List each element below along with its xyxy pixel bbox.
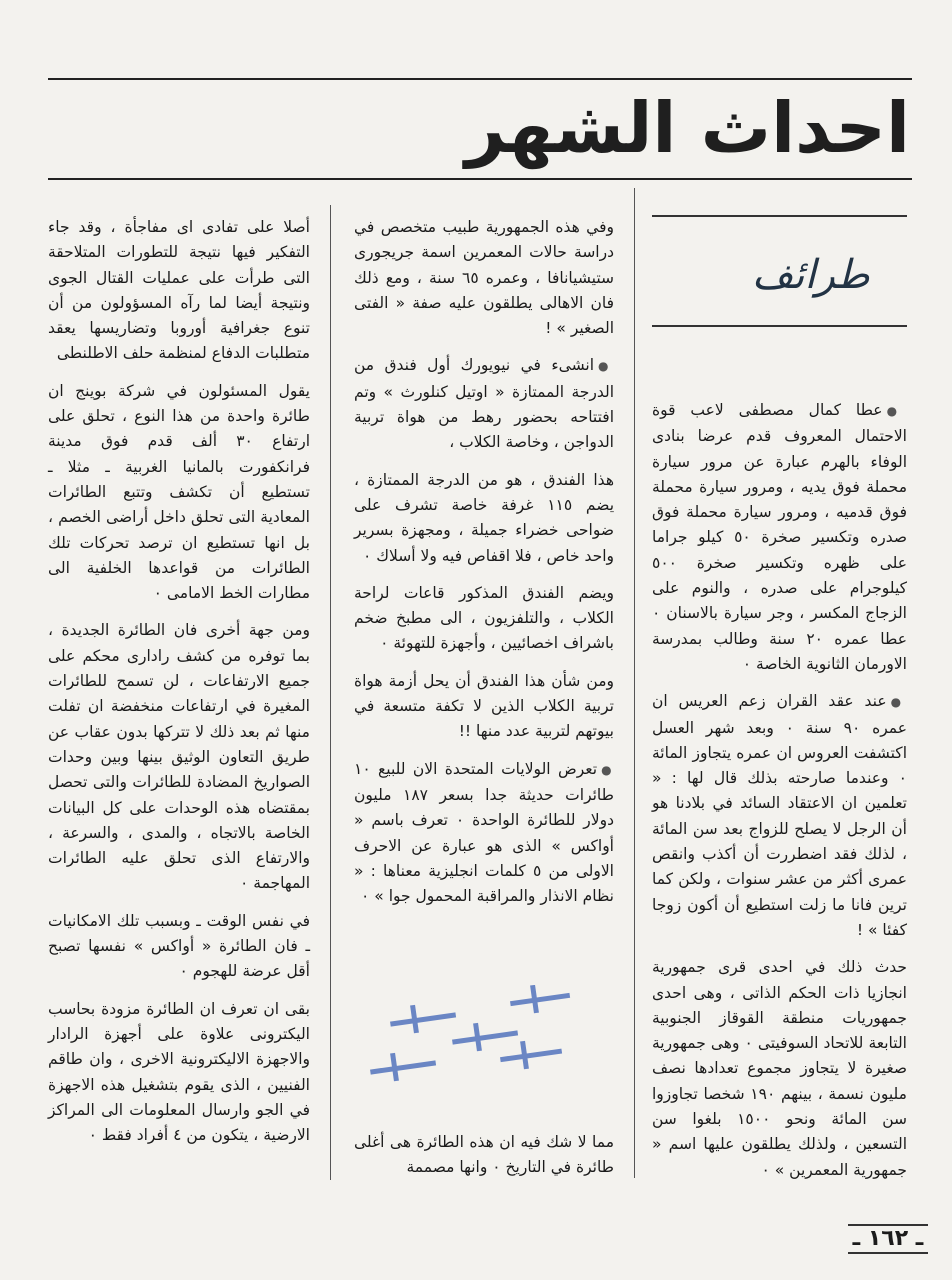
paragraph: مما لا شك فيه ان هذه الطائرة هى أغلى طائرة في التاريخ ٠ وانها مصممة bbox=[354, 1133, 614, 1177]
bullet-icon: ● bbox=[598, 359, 614, 374]
paragraph-text: عند عقد القران زعم العريس ان عمره ٩٠ سنة ٠ وبعد شهر العسل اكتشفت العروس ان عمره يتجاوز المائة ٠ وعندما صارحته بذلك قال لها : « تعلمين ان الاعتقاد السائد في بلادنا هو أن الرجل لا يصلح للزواج بعد سن المائة ، لذلك فقد اضطررت أن أكذب وانقص عمرى أكثر من عشر سنوات ، ولكن كما ترين فانا ما زلت استطيع أن أكون زوجا كفئا » ! bbox=[652, 692, 907, 939]
bullet-icon: ● bbox=[890, 695, 907, 710]
paragraph: وفي هذه الجمهورية طبيب متخصص في دراسة حالات المعمرين اسمة جريجورى ستيشيانافا ، وعمره ٦٥ سنة ، ومع ذلك فان الاهالى يطلقون عليه صفة « الفتى الصغير » ! bbox=[354, 218, 614, 338]
box-title-frame bbox=[652, 215, 907, 327]
paragraph-text: تعرض الولايات المتحدة الان للبيع ١٠ طائرات حديثة جدا بسعر ١٨٧ مليون دولار للطائرة الواحدة ٠ تعرف باسم « أواكس » الذى هو عبارة عن الاحرف الاولى من ٥ كلمات انجليزية معناها : « نظام الانذار والمراقبة المحمول جوا » ٠ bbox=[354, 759, 615, 906]
middle-column bbox=[354, 215, 614, 921]
aircraft-formation-illustration bbox=[360, 985, 590, 1085]
paragraph: حدث ذلك في احدى قرى جمهورية انجازيا ذات الحكم الذاتى ، وهى احدى جمهوريات منطقة القوقاز الجنوبية التابعة للاتحاد السوفيتى ٠ وهى جمهورية صغيرة لا يتجاوز مجموع تعدادها نصف مليون نسمة ، بينهم ١٩٠ شخصا تجاوزوا سن المائة ونحو ١٥٠٠ بلغوا سن التسعين ، ولذلك يطلقون عليها اسم « جمهورية المعمرين » ٠ bbox=[652, 958, 907, 1179]
aircraft-icon bbox=[390, 1005, 456, 1033]
top-rule bbox=[48, 78, 912, 80]
paragraph: بقى ان تعرف ان الطائرة مزودة بحاسب اليكترونى علاوة على أجهزة الرادار والاجهزة الاليكترونية الاخرى ، وان طاقم الفنيين ، الذى يقوم بتشغيل هذه الاجهزة في الجو وارسال المعلومات الى المراكز الارضية ، يتكون من ٤ أفراد فقط ٠ bbox=[48, 999, 310, 1145]
aircraft-icon bbox=[500, 1041, 562, 1069]
paragraph bbox=[354, 757, 614, 910]
header-rule bbox=[48, 178, 912, 180]
paragraph: يقول المسئولون في شركة بوينج ان طائرة واحدة من هذا النوع ، تحلق على ارتفاع ٣٠ ألف قدم فوق مدينة فرانكفورت بالمانيا الغربية ـ مثلا ـ تستطيع أن تكشف وتتبع الطائرات المعادية التى تحلق داخل أراضى الخصم ، بل انها تستطيع ان ترصد تحركات تلك الطائرات من قواعدها الخلفية الى مطارات الخط الامامى ٠ bbox=[48, 381, 310, 603]
aircraft-icon bbox=[452, 1023, 518, 1051]
paragraph bbox=[652, 398, 907, 677]
paragraph: هذا الفندق ، هو من الدرجة الممتازة ، يضم ١١٥ غرفة خاصة تشرف على ضواحى خضراء جميلة ، ومجهزة بسرير واحد خاص ، فلا اقفاص فيه ولا أسلاك ٠ bbox=[354, 470, 615, 565]
paragraph: ويضم الفندق المذكور قاعات لراحة الكلاب ، والتلفزيون ، الى مطبخ ضخم باشراف اخصائيين ، وأجهزة للتهوئة ٠ bbox=[354, 583, 614, 653]
right-column bbox=[652, 398, 907, 1195]
paragraph: ومن شأن هذا الفندق أن يحل أزمة هواة تربية الكلاب الذين لا تكفة متسعة في بيوتهم لتربية عدد منها !! bbox=[354, 671, 614, 741]
paragraph bbox=[354, 353, 614, 455]
box-title: طرائف bbox=[752, 252, 870, 298]
paragraph: ومن جهة أخرى فان الطائرة الجديدة ، بما توفره من كشف رادارى محكم على جميع الارتفاعات ، لن تسمح للطائرات المغيرة في ارتفاعات منخفضة ان تفلت منها ثم بعد ذلك لا تتركها بدون عقاب عن طريق التعاون الوثيق بينها وبين وحدات الصواريخ المضادة للطائرات والتى تحصل بمقتضاه هذه الوحدات على كل البيانات الخاصة بالاتجاه ، والمدى ، والسرعة ، والارتفاع الذى تحلق عليه الطائرات المهاجمة ٠ bbox=[48, 621, 310, 893]
column-divider-left bbox=[330, 205, 331, 1180]
paragraph: في نفس الوقت ـ وبسبب تلك الامكانيات ـ فان الطائرة « أواكس » نفسها تصبح أقل عرضة للهجوم ٠ bbox=[48, 911, 310, 981]
bullet-icon: ● bbox=[886, 404, 907, 418]
aircraft-icon bbox=[510, 985, 570, 1013]
page-number: ـ ١٦٢ ـ bbox=[848, 1224, 928, 1254]
bullet-icon: ● bbox=[601, 762, 614, 777]
left-column bbox=[48, 215, 310, 1160]
paragraph-text: عطا كمال مصطفى لاعب قوة الاحتمال المعروف قدم عرضا بنادى الوفاء بالهرم عبارة عن مرور سيارة محملة فوق يديه ، ومرور سيارة محملة فوق قدميه ، ومرور سيارة محملة فوق صدره وتكسير صخرة ٥٠ كيلو جراما على ظهره وتكسير صخرة ٥٠٠ كيلوجرام على صدره ، والنوم على الزجاج المكسر ، وجر سيارة بالاسنان ٠ عطا عمره ٢٠ سنة وطالب بمدرسة الاورمان الثانوية الخاصة ٠ bbox=[652, 401, 907, 673]
column-divider-right bbox=[634, 188, 635, 1178]
aircraft-icon bbox=[370, 1053, 436, 1081]
section-title: احداث الشهر bbox=[465, 87, 910, 169]
paragraph bbox=[652, 689, 907, 943]
paragraph: أصلا على تفادى اى مفاجأة ، وقد جاء التفكير فيها نتيجة للتطورات المتلاحقة التى طرأت على عمليات القتال الجوى ونتيجة أيضا لما رآه المسؤولون من أن تنوع جغرافية أوروبا وتضاريسها يعقد متطلبات الدفاع لمنظمة حلف الاطلنطى bbox=[48, 218, 310, 363]
middle-column-bottom bbox=[354, 1130, 614, 1193]
paragraph-text: انشىء في نيويورك أول فندق من الدرجة الممتازة « اوتيل كنلورث » وتم افتتاحه بحضور رهط من هواة تربية الدواجن ، وخاصة الكلاب ، bbox=[354, 356, 614, 452]
